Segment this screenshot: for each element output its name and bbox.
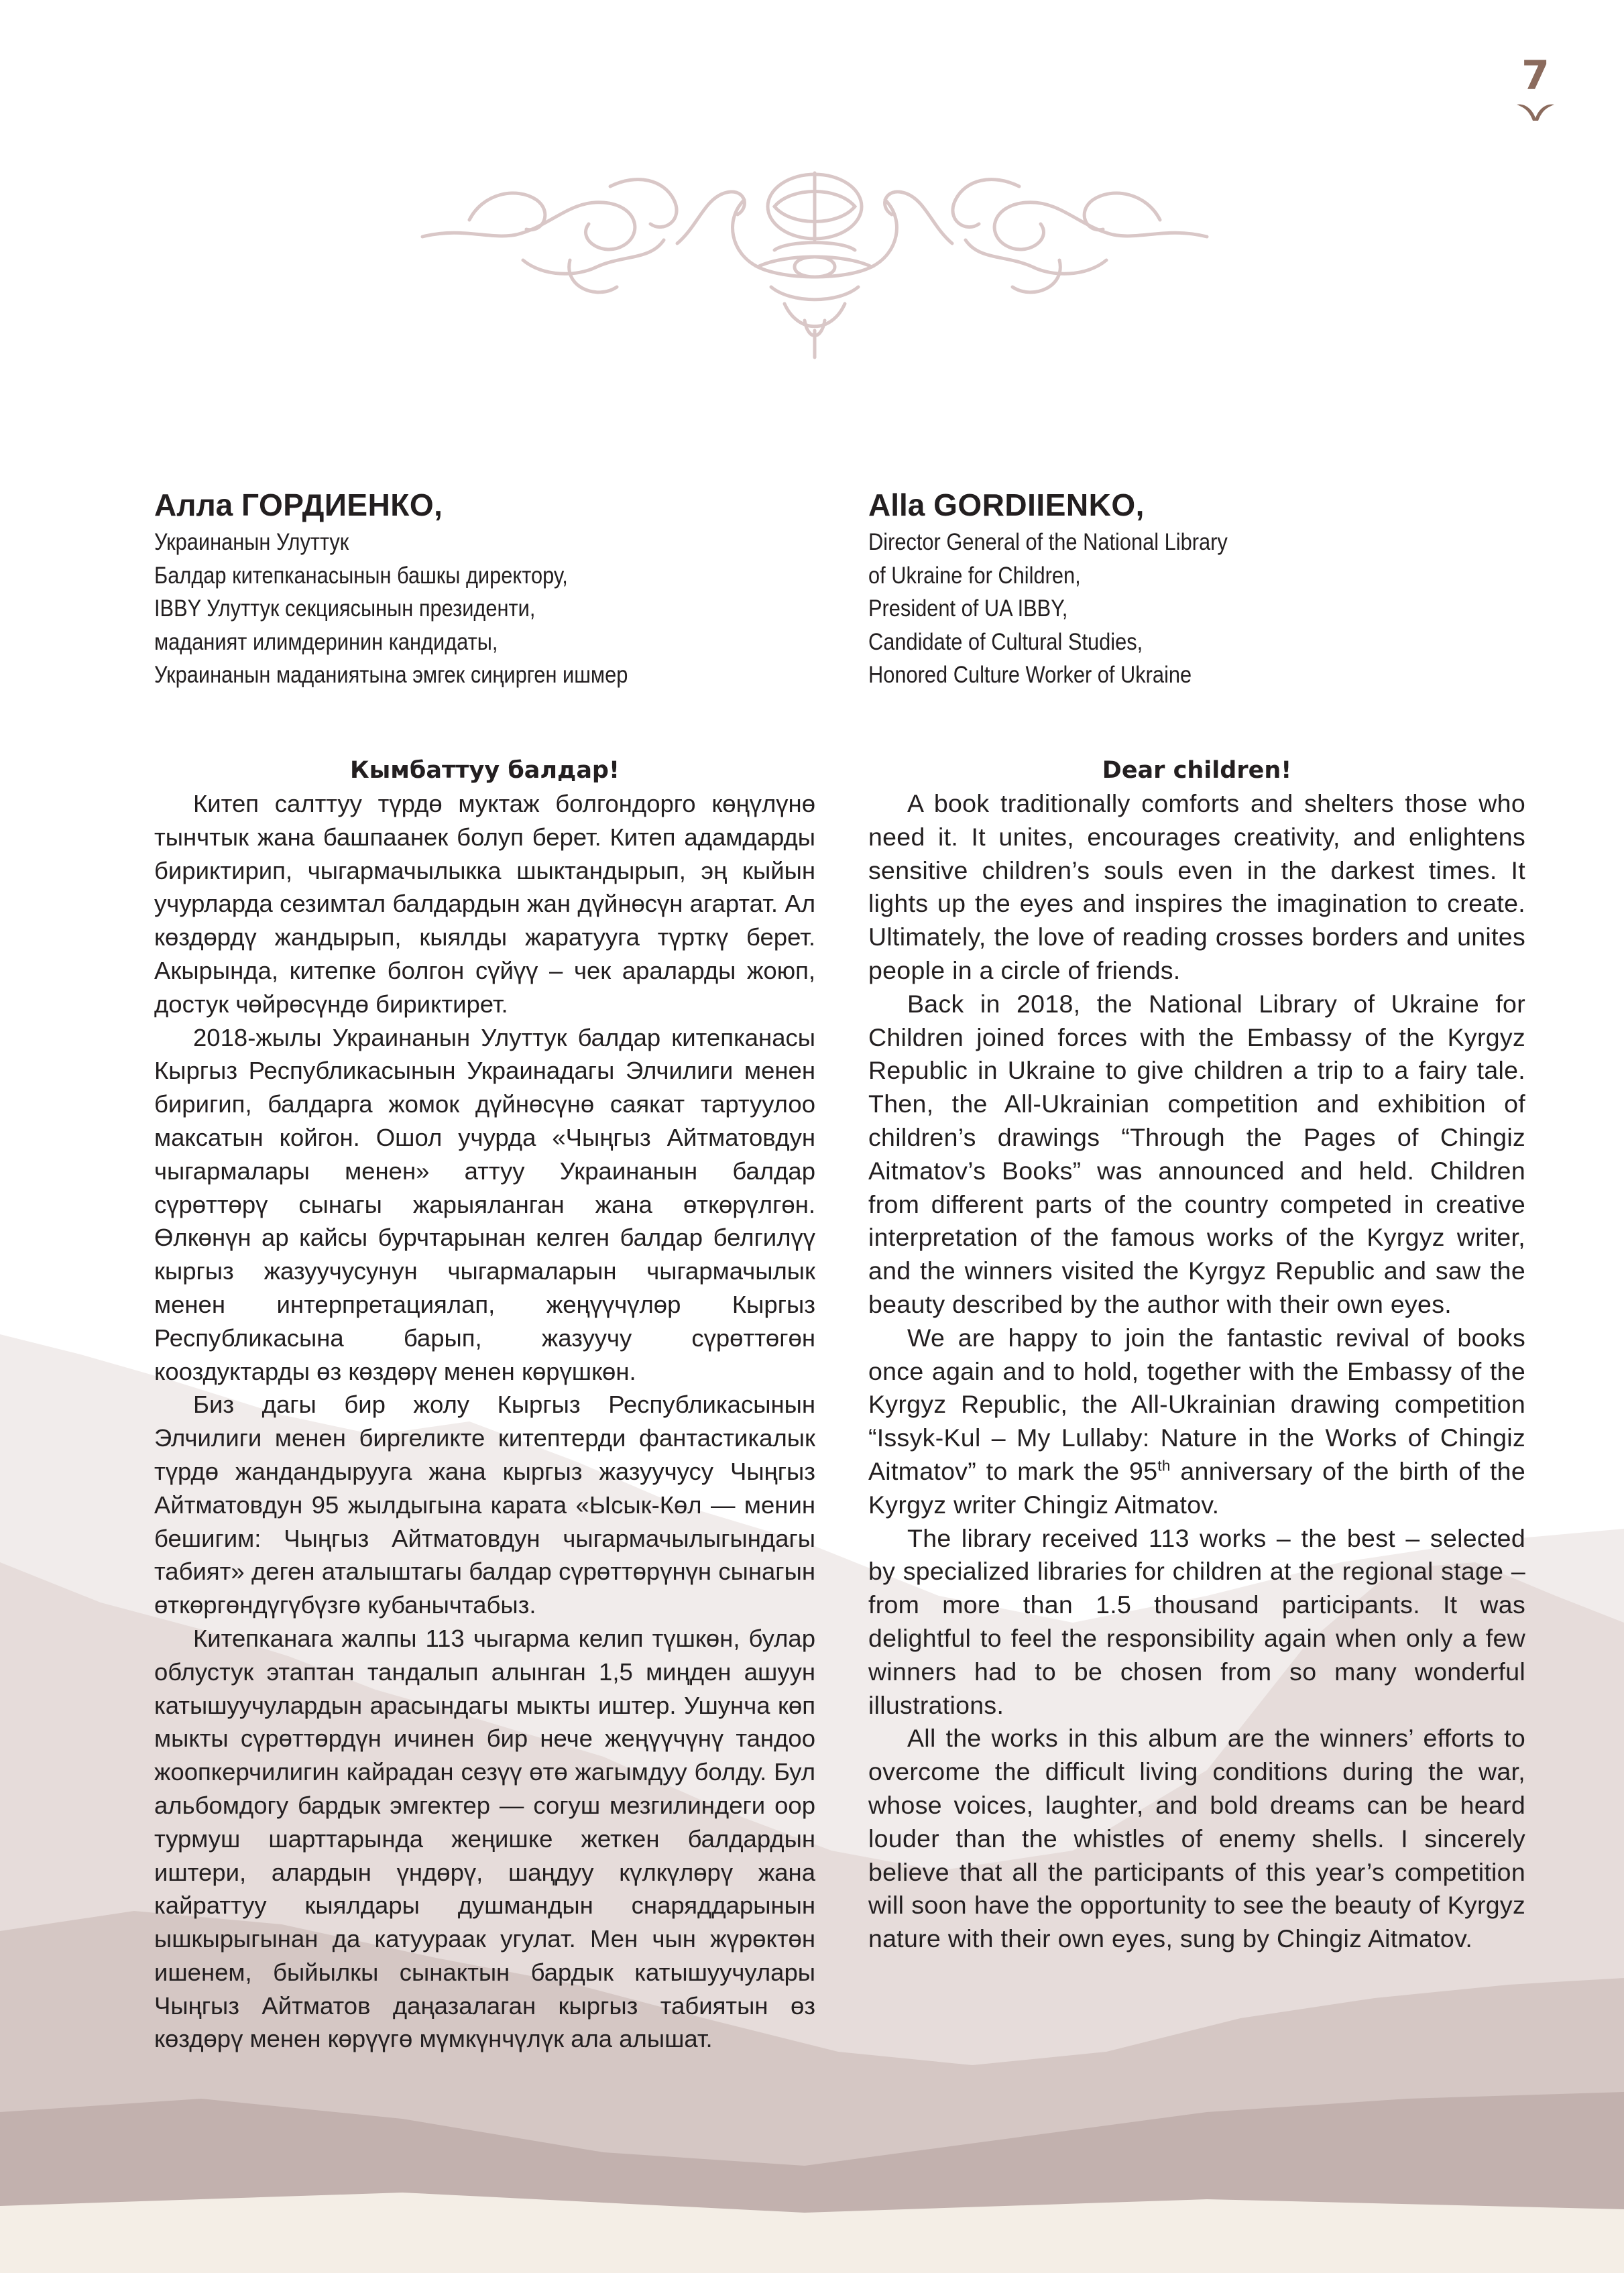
letter-column-english xyxy=(868,754,1525,1956)
letter-paragraph: A book traditionally comforts and shelters those who need it. It unites, encourages creativity, and enlightens sensitive children’s souls even in the darkest times. It lights up the eyes and inspires the imagination to create. Ultimately, the love of reading crosses borders and unites people in a circle of friends. xyxy=(868,789,1525,984)
author-name-kyrgyz xyxy=(154,484,825,526)
greeting-heading: Dear children! xyxy=(1102,757,1292,784)
letter-paragraph: 2018-жылы Украинанын Улуттук балдар китепканасы Кыргыз Республикасынын Украинадагы Элчилиги менен биригип, балдарга жомок дүйнөсүнө саякат тартуулоо максатын койгон. Ошол учурда «Чыңгыз Айтматовдун чыгармалары менен» аттуу Украинанын балдар сүрөттөрү сынагы жарыяланган жана өткөрүлгөн. Өлкөнүн ар кайсы бурчтарынан келген балдар белгилүү кыргыз жазуучусунун чыгармаларын чыгармачылык менен интерпретациялап, жеңүүчүлөр Кыргыз Республикасына барып, жазуучу сүрөттөгөн кооздуктарды өз көздөрү менен көрүшкөн. xyxy=(154,1023,815,1385)
author-title-line: Candidate of Cultural Studies, xyxy=(868,628,1143,655)
letter-paragraph: Китеп салттуу түрдө муктаж болгондорго көңүлүнө тынчтык жана башпаанек болуп берет. Китеп адамдарды бириктирип, чыгармачылыкка шыктандырып, эң кыйын учурларда сезимтал балдардын жан дүйнөсүн агартат. Ал көздөрдү жандырып, кыялды жаратууга түрткү берет. Акырында, китепке болгон сүйүү – чек араларды жоюп, достук чөйрөсүндө бириктирет. xyxy=(154,790,815,1018)
author-name-english xyxy=(868,484,1539,526)
letter-paragraph: The library received 113 works – the best – selected by specialized libraries for children at the regional stage – from more than 1.5 thousand participants. It was delightful to feel the responsibility again when only a few winners had to be chosen from so many wonderful illustrations. xyxy=(868,1523,1525,1719)
page-ornament-icon xyxy=(1509,101,1562,122)
letter-paragraph: Биз дагы бир жолу Кыргыз Республикасынын Элчилиги менен биргеликте китептерди фантастикалык түрдө жандандырууга жана кыргыз жазуучусу Чыңгыз Айтматовдун 95 жылдыгына карата «Ысык-Көл — менин бешигим: Чыңгыз Айтматовдун чыгармачылыгындагы табият» деген аталыштагы балдар сүрөттөрүнүн сынагын өткөргөндүгүбүзгө кубанычтабыз. xyxy=(154,1391,815,1619)
author-surname: GORDIIENKO, xyxy=(933,487,1145,522)
greeting-heading: Кымбаттуу балдар! xyxy=(350,757,620,784)
letter-column-kyrgyz xyxy=(154,754,815,2056)
author-title-line: IBBY Улуттук секциясынын президенти, xyxy=(154,595,536,622)
author-block-english xyxy=(868,484,1539,692)
paragraph-text: We are happy to join the fantastic revival of books once again and to hold, together with the Embassy of the Kyrgyz Republic, the All-Ukrainian drawing competition “Issyk-Kul – My Lullaby: Nature in the Works of Chingiz Aitmatov” to mark the 95 xyxy=(868,1323,1525,1485)
author-title-line: Украинанын Улуттук xyxy=(154,529,349,555)
author-title-line: Балдар китепканасынын башкы директору, xyxy=(154,562,568,589)
ordinal-superscript: th xyxy=(1157,1457,1171,1474)
author-block-kyrgyz xyxy=(154,484,825,692)
author-titles-kyrgyz xyxy=(154,526,827,692)
author-title-line: Украинанын маданиятына эмгек сиңирген ишмер xyxy=(154,662,628,688)
author-title-line: Director General of the National Library xyxy=(868,529,1228,555)
letter-paragraph: Китепканага жалпы 113 чыгарма келип түшкөн, булар облустук этаптан тандалып алынган 1,5 миңден ашуун катышуучулардын арасындагы мыкты иштер. Ушунча көп мыкты сүрөттөрдүн ичинен бир нече жеңүүчүнү тандоо жоопкерчилигин кайрадан сезүү өтө жагымдуу болду. Бул альбомдогу бардык эмгектер — согуш мезгилиндеги оор турмуш шарттарында жеңишке жеткен балдардын иштери, алардын үндөрү, шаңдуу күлкүлөрү жана кайраттуу кыялдары душмандын снаряддарынын ышкырыгынан да катуураак угулат. Мен чын жүрөктөн ишенем, быйылкы сынактын бардык катышуучулары Чыңгыз Айтматов даңазалаган кыргыз табиятын өз көздөрү менен көрүүгө мүмкүнчүлүк ала алышат. xyxy=(154,1624,815,2053)
author-titles-english xyxy=(868,526,1541,692)
author-title-line: President of UA IBBY, xyxy=(868,595,1068,622)
author-surname: ГОРДИЕНКО, xyxy=(241,487,443,522)
header-ornament xyxy=(409,160,1220,361)
paragraph-text: anniversary of the birth of the Kyrgyz writer Chingiz Aitmatov. xyxy=(868,1456,1525,1519)
author-title-line: маданият илимдеринин кандидаты, xyxy=(154,628,498,655)
author-title-line: of Ukraine for Children, xyxy=(868,562,1081,589)
letter-paragraph: All the works in this album are the winners’ efforts to overcome the difficult living conditions during the war, whose voices, laughter, and bold dreams can be heard louder than the whistles of enemy shells. I sincerely believe that all the participants of this year’s competition will soon have the opportunity to see the beauty of Kyrgyz nature with their own eyes, sung by Chingiz Aitmatov. xyxy=(868,1724,1525,1953)
author-first-name: Alla xyxy=(868,487,925,522)
page-number: 7 xyxy=(1521,52,1550,99)
author-title-line: Honored Culture Worker of Ukraine xyxy=(868,662,1192,688)
letter-paragraph xyxy=(868,1322,1525,1522)
author-first-name: Алла xyxy=(154,487,233,522)
letter-paragraph: Back in 2018, the National Library of Ukraine for Children joined forces with the Embassy of the Kyrgyz Republic in Ukraine to give children a trip to a fairy tale. Then, the All-Ukrainian competition and exhibition of children’s drawings “Through the Pages of Chingiz Aitmatov’s Books” was announced and held. Children from different parts of the country competed in creative interpretation of the famous works of the Kyrgyz writer, and the winners visited the Kyrgyz Republic and saw the beauty described by the author with their own eyes. xyxy=(868,989,1525,1318)
